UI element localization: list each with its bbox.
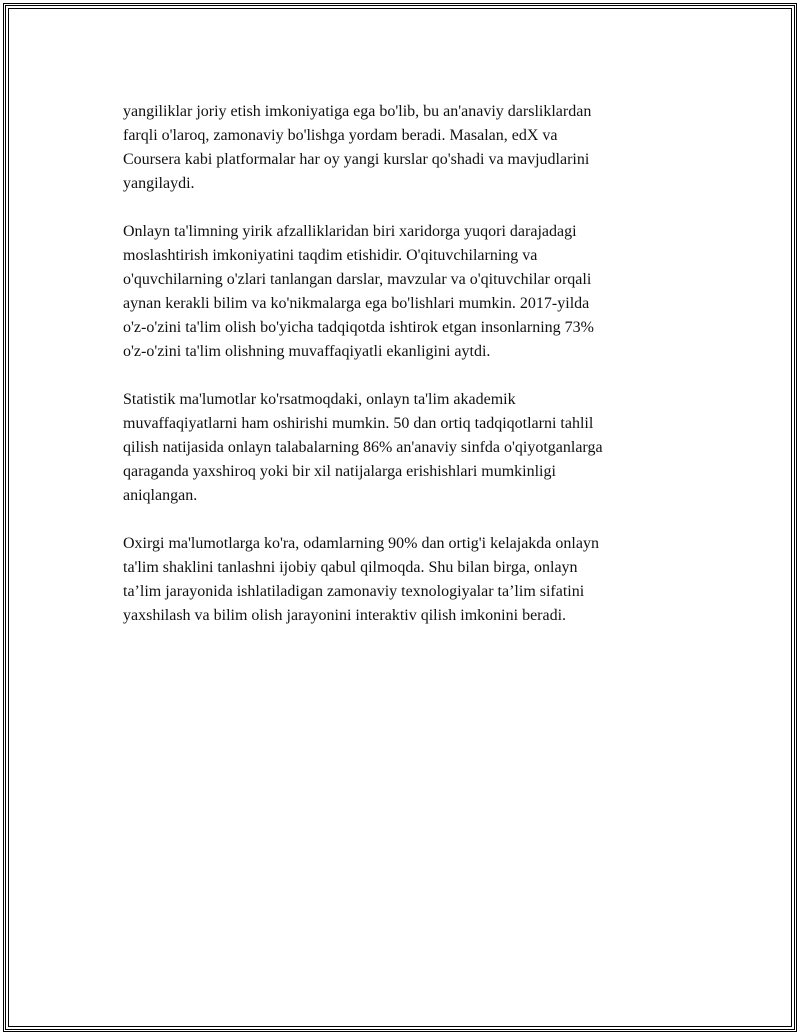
page-border [3,3,797,1032]
paragraph-4: Oxirgi ma'lumotlarga ko'ra, odamlarning 90% dan ortig'i kelajakda onlayn ta'lim shaklini tanlashni ijobiy qabul qilmoqda. Shu bilan birga, onlayn ta’lim jarayonida ishlatiladigan zamonaviy texnologiyalar ta’lim sifatini yaxshilash va bilim olish jarayonini interaktiv qilish imkonini beradi. [123,535,599,624]
document-body [123,100,683,652]
paragraph-3: Statistik ma'lumotlar ko'rsatmoqdaki, onlayn ta'lim akademik muvaffaqiyatlarni ham oshirishi mumkin. 50 dan ortiq tadqiqotlarni tahlil qilish natijasida onlayn talabalarning 86% an'anaviy sinfda o'qiyotganlarga qaraganda yaxshiroq yoki bir xil natijalarga erishishlari mumkinligi aniqlangan. [123,391,603,504]
paragraph-1: yangiliklar joriy etish imkoniyatiga ega bo'lib, bu an'anaviy darsliklardan farqli o'laroq, zamonaviy bo'lishga yordam beradi. Masalan, edX va Coursera kabi platformalar har oy yangi kurslar qo'shadi va mavjudlarini yangilaydi. [123,103,592,192]
paragraph-2: Onlayn ta'limning yirik afzalliklaridan biri xaridorga yuqori darajadagi moslashtirish imkoniyatini taqdim etishidir. O'qituvchilarning va o'quvchilarning o'zlari tanlangan darslar, mavzular va o'qituvchilar orqali aynan kerakli bilim va ko'nikmalarga ega bo'lishlari mumkin. 2017-yilda o'z-o'zini ta'lim olish bo'yicha tadqiqotda ishtirok etgan insonlarning 73% o'z-o'zini ta'lim olishning muvaffaqiyatli ekanligini aytdi. [123,223,594,360]
